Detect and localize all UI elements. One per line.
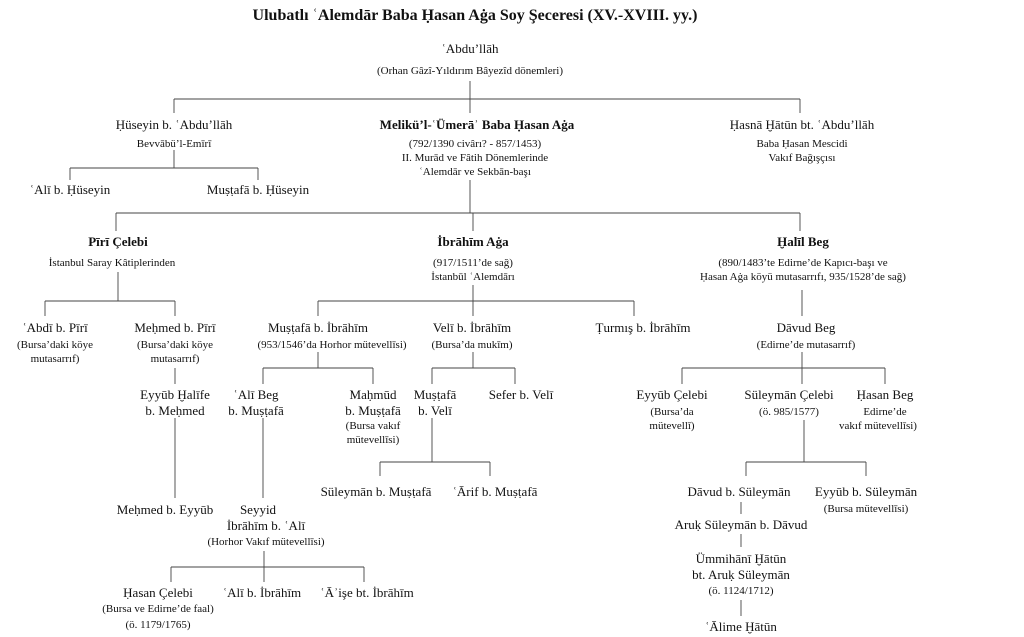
person-hasan-aga-name: Melikü’l-ʿÜmerāʾ Baba Ḥasan Aġa (379, 117, 575, 132)
person-hasan-beg-name: Ḥasan Beg (856, 387, 914, 402)
person-suleyman-celebi-note: (ö. 985/1577) (759, 406, 819, 418)
person-ummihani-note: (ö. 1124/1712) (708, 585, 774, 597)
page-title: Ulubatlı ʿAlemdār Baba Ḥasan Aġa Soy Şeceresi (XV.-XVIII. yy.) (252, 7, 698, 24)
person-piri-name: Pīrī Çelebi (88, 234, 148, 249)
person-huseyin-name: Ḥüseyin b. ʿAbdu’llāh (115, 117, 233, 132)
person-seyyid-note: (Horhor Vakıf mütevellīsi) (207, 536, 325, 548)
person-mehmed-eyyub-name: Meḥmed b. Eyyūb (116, 502, 214, 517)
person-hasan-aga-note3: ʿAlemdār ve Sekbān-başı (419, 166, 531, 178)
person-abdi-name: ʿAbdī b. Pīrī (22, 320, 88, 335)
person-eyyub-halife-name2: b. Meḥmed (145, 403, 205, 418)
person-ibrahim-note1: (917/1511’de sağ) (433, 257, 513, 269)
person-ali-huseyin-name: ʿAlī b. Ḥüseyin (29, 182, 111, 197)
person-hasna-name: Ḥasnā Ḫātūn bt. ʿAbdu’llāh (729, 117, 875, 132)
person-davud-suleyman-name: Dāvud b. Süleymān (687, 484, 791, 499)
person-abdullah-name: ʿAbdu’llāh (441, 41, 499, 56)
person-eyyub-halife-name1: Eyyūb Ḫalīfe (140, 387, 210, 402)
person-ibrahim-note2: İstanbūl ʿAlemdārı (431, 271, 515, 283)
person-seyyid-name2: İbrāhīm b. ʿAlī (226, 518, 306, 533)
person-ali-beg-name1: ʿAlī Beg (233, 387, 279, 402)
person-hasan-aga-note2: II. Murād ve Fâtih Dönemlerinde (401, 152, 549, 164)
person-eyyub-suleyman-name: Eyyūb b. Süleymān (814, 484, 918, 499)
person-halil-note1: (890/1483’te Edirne’de Kapıcı-başı ve (718, 257, 888, 269)
person-hasan-beg-note1: Edirne’de (863, 406, 907, 418)
person-abdi-note1: (Bursa’daki köye (16, 339, 94, 351)
person-suleyman-mustafa-name: Süleymān b. Muṣṭafā (320, 484, 432, 499)
person-davud-name: Dāvud Beg (776, 320, 836, 335)
person-hasan-celebi-note2: (ö. 1179/1765) (125, 619, 191, 631)
person-mustafa-veli-name1: Muṣṭafā (413, 387, 457, 402)
person-mehmed-piri-name: Meḥmed b. Pīrī (134, 320, 216, 335)
person-arif-name: ʿĀrif b. Muṣṭafā (452, 484, 538, 499)
person-ummihani-name2: bt. Aruḳ Süleymān (692, 567, 790, 582)
person-ali-beg-name2: b. Muṣṭafā (228, 403, 284, 418)
person-mehmed-piri-note2: mutasarrıf) (150, 353, 200, 365)
person-veli-note: (Bursa’da mukīm) (431, 339, 513, 351)
person-ummihani-name1: Ümmihānī Ḫātūn (695, 551, 787, 566)
person-hasna-note1: Baba Ḥasan Mescidi (756, 138, 848, 150)
person-eyyub-celebi-name: Eyyūb Çelebi (636, 387, 708, 402)
person-ibrahim-name: İbrāhīm Aġa (437, 234, 509, 249)
person-mustafa-ibrahim-name: Muṣṭafā b. İbrāhīm (267, 320, 369, 335)
person-abdullah-note: (Orhan Gâzî-Yıldırım Bâyezîd dönemleri) (376, 65, 564, 77)
person-halil-name: Ḫalīl Beg (777, 234, 829, 249)
person-hasan-beg-note2: vakıf mütevellīsi) (839, 420, 917, 432)
person-sefer-name: Sefer b. Velī (488, 387, 554, 402)
person-hasan-celebi-note1: (Bursa ve Edirne’de faal) (102, 603, 214, 615)
person-eyyub-celebi-note1: (Bursa’da (650, 406, 694, 418)
person-seyyid-name1: Seyyid (239, 502, 277, 517)
person-piri-note: İstanbul Saray Kâtiplerinden (48, 257, 176, 269)
person-aise-name: ʿĀʾişe bt. İbrāhīm (320, 585, 414, 600)
person-huseyin-note: Bevvābü’l-Emīrī (136, 138, 212, 150)
person-ali-ibrahim-name: ʿAlī b. İbrāhīm (222, 585, 302, 600)
person-turmis-name: Ṭurmış b. İbrāhīm (595, 320, 691, 335)
person-mahmud-name1: Maḥmūd (349, 387, 397, 402)
person-mustafa-huseyin-name: Muṣṭafā b. Ḥüseyin (206, 182, 310, 197)
person-mahmud-note2: mütevellīsi) (346, 434, 400, 446)
person-suleyman-celebi-name: Süleymān Çelebi (744, 387, 834, 402)
person-mustafa-veli-name2: b. Velī (418, 403, 452, 418)
person-hasna-note2: Vakıf Bağışçısı (768, 152, 836, 164)
person-davud-note: (Edirne’de mutasarrıf) (756, 339, 856, 351)
person-eyyub-suleyman-note: (Bursa mütevellīsi) (823, 503, 909, 515)
person-hasan-celebi-name: Ḥasan Çelebi (123, 585, 193, 600)
person-eyyub-celebi-note2: mütevellī) (649, 420, 695, 432)
person-mustafa-ibrahim-note: (953/1546’da Horhor mütevellīsi) (257, 339, 407, 351)
person-mahmud-name2: b. Muṣṭafā (345, 403, 401, 418)
person-mehmed-piri-note1: (Bursa’daki köye (136, 339, 214, 351)
person-aruk-name: Aruḳ Süleymān b. Dāvud (674, 517, 808, 532)
person-hasan-aga-note1: (792/1390 civârı? - 857/1453) (408, 138, 542, 150)
person-mahmud-note1: (Bursa vakıf (345, 420, 401, 432)
person-halil-note2: Ḥasan Aġa köyü mutasarrıfı, 935/1528’de sağ) (700, 271, 906, 283)
person-veli-name: Velī b. İbrāhīm (432, 320, 512, 335)
person-abdi-note2: mutasarrıf) (30, 353, 80, 365)
person-alime-name: ʿĀlime Ḫātūn (705, 619, 777, 634)
